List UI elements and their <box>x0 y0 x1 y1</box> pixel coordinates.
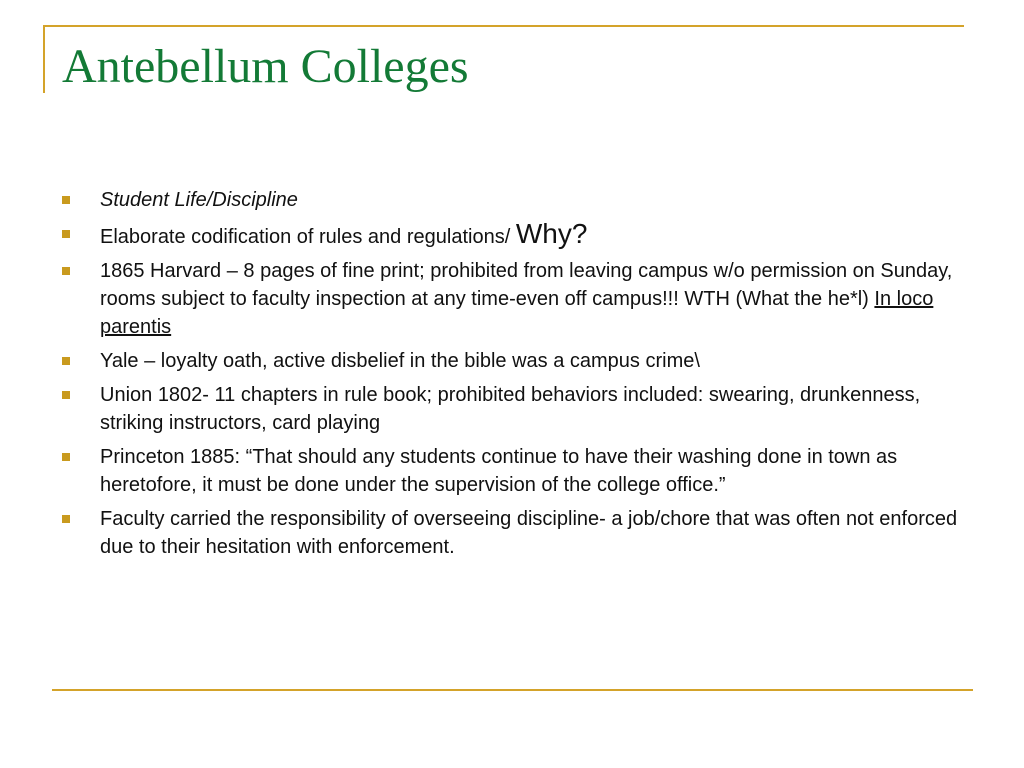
square-bullet-icon <box>62 267 70 275</box>
bullet-item-yale <box>62 347 962 375</box>
bullet-item-codification <box>62 220 962 251</box>
bullet-text: Student Life/Discipline <box>100 189 298 211</box>
bullet-text: Princeton 1885: “That should any students continue to have their washing done in town as heretofore, it must be done under the supervision of the college office.” <box>100 446 898 496</box>
bottom-divider-line <box>52 689 973 691</box>
square-bullet-icon <box>62 230 70 238</box>
bullet-list <box>62 186 962 567</box>
bullet-text: Faculty carried the responsibility of overseeing discipline- a job/chore that was often not enforced due to their hesitation with enforcement. <box>100 508 958 558</box>
bullet-item-union <box>62 381 962 437</box>
bullet-text: Elaborate codification of rules and regulations/ <box>100 226 516 248</box>
bullet-item-faculty <box>62 505 962 561</box>
bullet-item-princeton <box>62 443 962 499</box>
slide-title: Antebellum Colleges <box>62 40 469 93</box>
bullet-text: 1865 Harvard – 8 pages of fine print; prohibited from leaving campus w/o permission on Sunday, rooms subject to faculty inspection at any time-even off campus!!! WTH (What the he*l) <box>100 260 953 310</box>
bullet-text: Union 1802- 11 chapters in rule book; prohibited behaviors included: swearing, drunkenness, striking instructors, card playing <box>100 384 921 434</box>
square-bullet-icon <box>62 357 70 365</box>
square-bullet-icon <box>62 515 70 523</box>
bullet-text: Yale – loyalty oath, active disbelief in the bible was a campus crime\ <box>100 350 700 372</box>
square-bullet-icon <box>62 453 70 461</box>
square-bullet-icon <box>62 196 70 204</box>
top-divider-line <box>43 25 964 27</box>
square-bullet-icon <box>62 391 70 399</box>
left-divider-line <box>43 25 45 93</box>
in-loco-parentis-link[interactable]: In loco parentis <box>100 288 934 338</box>
bullet-item-harvard <box>62 257 962 341</box>
why-emphasis: Why? <box>515 218 588 249</box>
bullet-item-student-life <box>62 186 962 214</box>
